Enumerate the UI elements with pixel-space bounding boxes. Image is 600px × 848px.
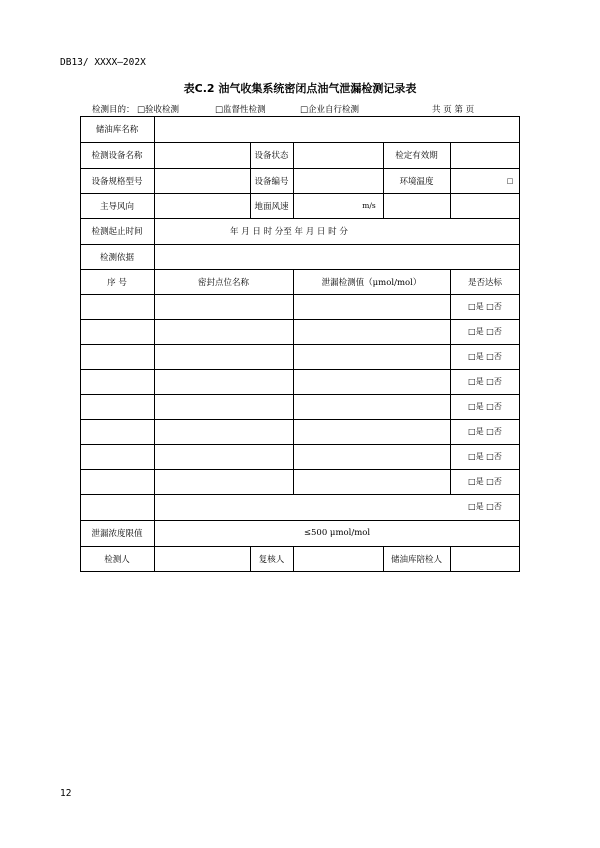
label-device-no: 设备编号	[254, 176, 289, 187]
label-ambient-temp: 环境温度	[399, 176, 434, 187]
pass-option-row-2[interactable]: □是 □否	[468, 327, 502, 336]
pass-option-row-9[interactable]: □是 □否	[468, 502, 502, 511]
label-reviewer: 复核人	[258, 554, 285, 565]
col-pass: 是否达标	[467, 277, 502, 288]
label-depot-witness: 储油库陪检人	[390, 554, 442, 565]
record-table	[80, 116, 520, 571]
pass-option-row-6[interactable]: □是 □否	[468, 427, 502, 436]
table-title: 表C.2 油气收集系统密闭点油气泄漏检测记录表	[183, 82, 417, 95]
label-device-name: 检测设备名称	[91, 151, 143, 161]
col-leak-value: 泄漏检测值（μmol/mol）	[321, 277, 422, 288]
purpose-label: 检测目的：	[92, 105, 135, 115]
label-device-status: 设备状态	[254, 151, 289, 161]
page-number: 12	[60, 788, 72, 799]
pass-option-row-8[interactable]: □是 □否	[468, 477, 502, 486]
label-inspector: 检测人	[104, 554, 130, 565]
time-range-value: 年 月 日 时 分至 年 月 日 时 分	[230, 227, 348, 237]
pass-option-row-5[interactable]: □是 □否	[468, 402, 502, 411]
temp-checkbox[interactable]: □	[506, 176, 514, 185]
label-basis: 检测依据	[99, 252, 134, 263]
label-device-model: 设备规格型号	[91, 176, 143, 187]
pass-option-row-3[interactable]: □是 □否	[468, 352, 502, 361]
col-point-name: 密封点位名称	[197, 277, 249, 288]
label-limit: 泄漏浓度限值	[91, 529, 143, 539]
pass-option-row-7[interactable]: □是 □否	[468, 452, 502, 461]
purpose-option-supervision[interactable]: □监督性检测	[215, 105, 266, 115]
pass-option-row-1[interactable]: □是 □否	[468, 302, 502, 311]
wind-speed-unit: m/s	[362, 201, 376, 210]
pass-option-row-4[interactable]: □是 □否	[468, 377, 502, 386]
col-seq: 序 号	[107, 277, 127, 288]
label-time-range: 检测起止时间	[91, 227, 143, 237]
document-code: DB13/ XXXX—202X	[60, 57, 146, 68]
label-calibration-valid: 检定有效期	[395, 151, 438, 161]
purpose-option-self-check[interactable]: □企业自行检测	[300, 105, 360, 115]
page-count: 共 页 第 页	[432, 105, 475, 115]
label-depot-name: 储油库名称	[95, 125, 139, 135]
label-wind-speed: 地面风速	[254, 201, 289, 212]
purpose-option-acceptance[interactable]: □验收检测	[137, 105, 180, 115]
limit-value: ≤500 μmol/mol	[303, 528, 371, 538]
label-wind-direction: 主导风向	[99, 201, 134, 212]
